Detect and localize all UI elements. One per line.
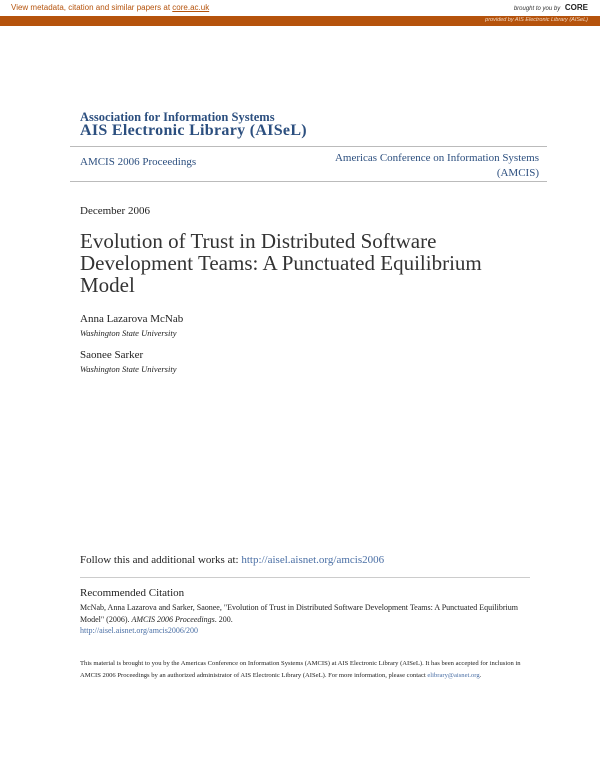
divider bbox=[80, 577, 530, 578]
provider-bar bbox=[0, 16, 600, 26]
follow-line bbox=[80, 554, 384, 566]
citation-heading: Recommended Citation bbox=[80, 587, 185, 599]
notice-text: This material is brought to you by the Americas Conference on Information Systems (AMCIS) at AIS Electronic Library (AISeL). It has been accepted for inclusion in AMCIS 2006 Proceedings by an authorized administrator of AIS Electronic Library (AISeL). For more information, please contact bbox=[80, 660, 521, 679]
conference-line1: Americas Conference on Information Systems bbox=[334, 152, 539, 164]
divider bbox=[70, 181, 547, 182]
divider bbox=[70, 146, 547, 147]
notice-end: . bbox=[479, 671, 482, 679]
paper-title: Evolution of Trust in Distributed Software Development Teams: A Punctuated Equilibrium Model bbox=[80, 229, 482, 297]
brought-text: brought to you by bbox=[513, 6, 561, 12]
core-link[interactable]: core.ac.uk bbox=[172, 3, 210, 12]
conference-link[interactable] bbox=[335, 151, 539, 181]
association-name: Association for Information Systems bbox=[80, 110, 275, 124]
citation-link[interactable]: http://aisel.aisnet.org/amcis2006/200 bbox=[80, 626, 199, 635]
library-name: AIS Electronic Library (AISeL) bbox=[80, 122, 307, 139]
provided-by-text: provided by AIS Electronic Library (AISeL) bbox=[485, 17, 588, 23]
proceedings-link[interactable]: AMCIS 2006 Proceedings bbox=[80, 156, 197, 168]
contact-email-link[interactable]: elibrary@aisnet.org bbox=[427, 671, 480, 679]
metadata-notice bbox=[11, 3, 209, 12]
citation-text bbox=[80, 602, 530, 637]
author-affiliation: Washington State University bbox=[80, 328, 177, 338]
citation-number: . 200. bbox=[214, 614, 233, 624]
follow-text: Follow this and additional works at: bbox=[80, 554, 239, 566]
citation-venue: AMCIS 2006 Proceedings bbox=[131, 614, 215, 624]
conference-line2: (AMCIS) bbox=[496, 167, 539, 179]
citation-body: McNab, Anna Lazarova and Sarker, Saonee, "Evolution of Trust in Distributed Software Development Teams: A Punctuated Equilibrium Model" (2006). bbox=[80, 603, 518, 624]
author-name: Saonee Sarker bbox=[80, 349, 144, 361]
publication-date: December 2006 bbox=[80, 205, 150, 217]
brought-to-you bbox=[514, 3, 588, 12]
collection-link[interactable]: http://aisel.aisnet.org/amcis2006 bbox=[241, 554, 385, 566]
metadata-text: View metadata, citation and similar papers at bbox=[11, 3, 171, 12]
access-notice bbox=[80, 658, 530, 681]
author-affiliation: Washington State University bbox=[80, 364, 177, 374]
core-banner bbox=[0, 0, 600, 16]
core-logo[interactable]: CORE bbox=[564, 3, 588, 12]
author-name: Anna Lazarova McNab bbox=[80, 313, 184, 325]
